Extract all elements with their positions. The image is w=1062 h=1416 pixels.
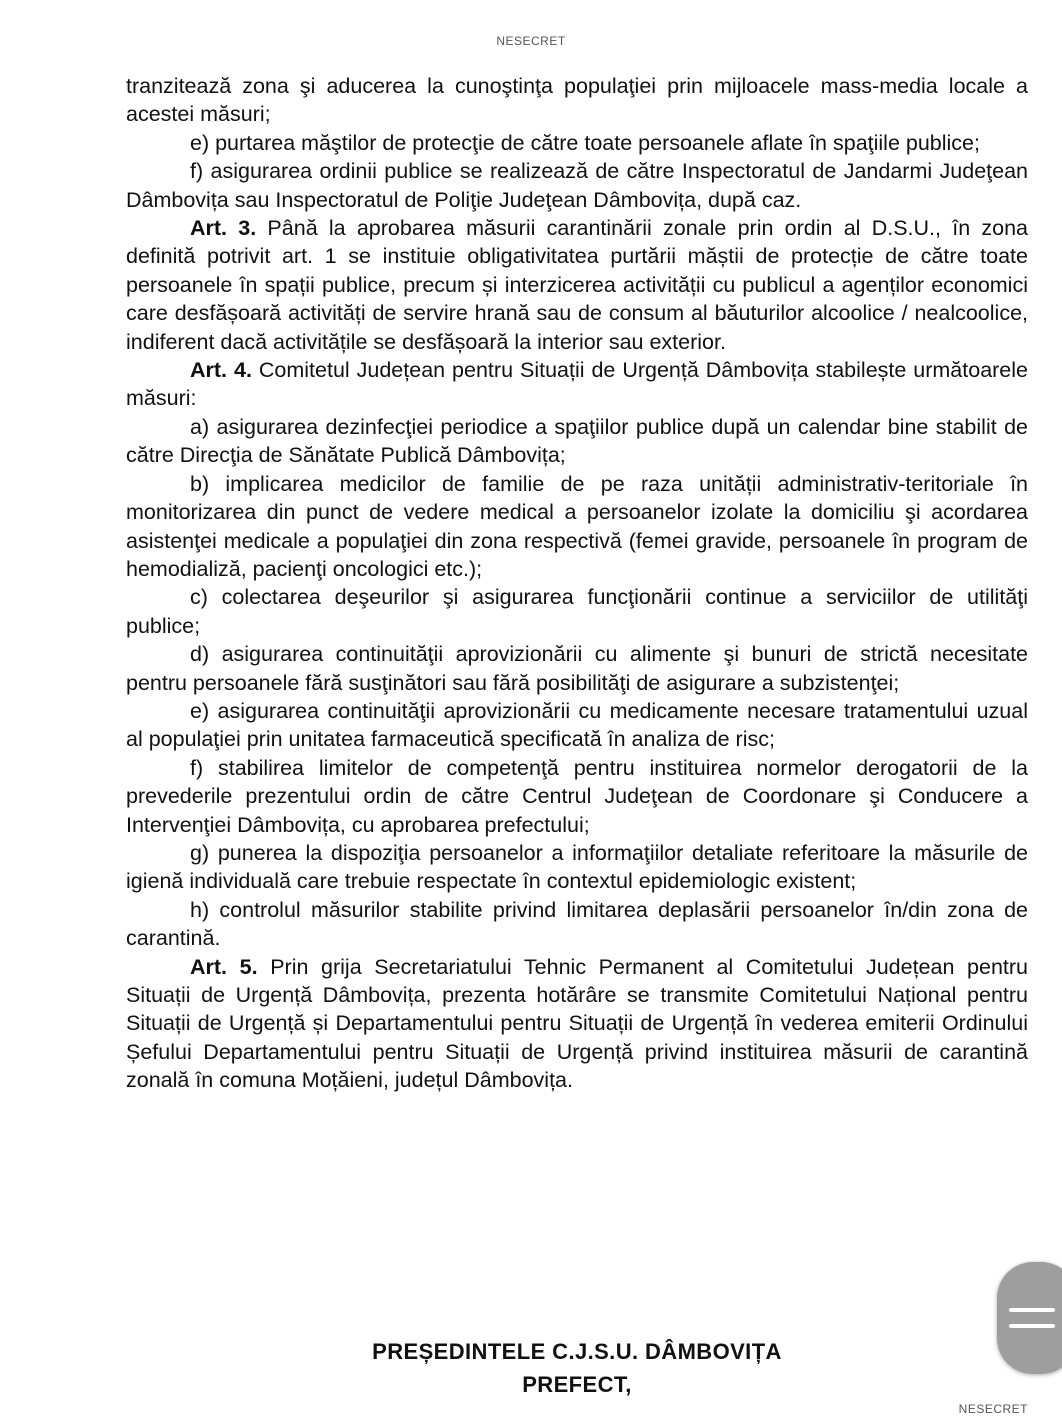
drag-handle-line-bottom [1009,1324,1055,1328]
article-5-label: Art. 5. [190,954,258,979]
article-3 [126,214,1028,356]
paragraph-item-e-masks: e) purtarea măştilor de protecţie de către toate persoanele aflate în spaţiile publice; [190,130,980,155]
article-4-item-h: h) controlul măsurilor stabilite privind limitarea deplasării persoanelor în/din zona de carantină. [126,897,1028,951]
signature-role: PREFECT, [522,1372,632,1397]
article-4-item-g: g) punerea la dispoziţia persoanelor a informaţiilor detaliate referitoare la măsurile de igienă individuală care trebuie respectate în contextul epidemiologic existent; [126,840,1028,894]
article-4-item-b: b) implicarea medicilor de familie de pe raza unității administrativ-teritoriale în monitorizarea din punct de vedere medical a persoanelor izolate la domiciliu şi acordarea asistenţei medicale a populaţiei din zona respectivă (femei gravide, persoanele în program de hemodializă, pacienţi oncologici etc.); [126,471,1028,581]
article-4-item-f: f) stabilirea limitelor de competenţă pentru instituirea normelor derogatorii de la prevederile prezentului ordin de către Centrul Judeţean de Coordonare şi Conducere a Intervenţiei Dâmbovița, cu aprobarea prefectului; [126,755,1028,837]
drag-handle-line-top [1009,1308,1055,1312]
article-3-label: Art. 3. [190,216,257,241]
document-body [126,72,1028,1095]
paragraph-continuation: tranzitează zona şi aducerea la cunoştinţa populaţiei prin mijloacele mass-media locale a acestei măsuri; [126,74,1028,127]
article-5 [126,953,1028,1095]
article-4-item-d: d) asigurarea continuităţii aprovizionării cu alimente şi bunuri de strictă necesitate pentru persoanele fără susţinători sau fără posibilităţi de asigurare a subzistenţei; [126,642,1028,695]
article-4-item-e: e) asigurarea continuităţii aprovizionării cu medicamente necesare tratamentului uzual al populaţiei prin unitatea farmaceutică specificată în analiza de risc; [126,698,1028,752]
article-4-item-c: c) colectarea deşeurilor şi asigurarea funcţionării continue a serviciilor de utilităţi publice; [126,585,1028,638]
paragraph-item-f-public-order: f) asigurarea ordinii publice se realizează de către Inspectoratul de Jandarmi Judeţean Dâmbovița sau Inspectoratul de Poliţie Judeţean Dâmbovița, după caz. [126,159,1028,212]
article-4-text: Comitetul Județean pentru Situații de Urgență Dâmbovița stabilește următoarele măsuri: [126,358,1029,411]
footer-classification-mark: NESECRET [958,1402,1028,1416]
scroll-handle[interactable] [997,1262,1062,1374]
header-classification-mark: NESECRET [496,34,566,48]
signature-block [0,1335,1062,1401]
article-4-item-a: a) asigurarea dezinfecţiei periodice a spaţiilor publice după un calendar bine stabilit de către Direcţia de Sănătate Publică Dâmbovița; [126,414,1028,468]
article-5-text: Prin grija Secretariatului Tehnic Permanent al Comitetului Județean pentru Situații de Urgență Dâmbovița, prezenta hotărâre se transmite Comitetului Național pentru Situații de Urgență și Departamentului pentru Situații de Urgență în vederea emiterii Ordinului Șefului Departamentului pentru Situații de Urgență privind instituirea măsurii de carantină zonală în comuna Moțăieni, județul Dâmbovița. [126,954,1029,1093]
article-4-label: Art. 4. [190,358,252,383]
article-4 [126,356,1028,413]
signature-title: PREȘEDINTELE C.J.S.U. DÂMBOVIȚA [372,1339,782,1364]
article-3-text: Până la aprobarea măsurii carantinării zonale prin ordin al D.S.U., în zona definită potrivit art. 1 se instituie obligativitatea purtării măștii de protecție de către toate persoanele în spații publice, precum și interzicerea activității cu publicul a agenților economici care desfășoară activități de servire hrană sau de consum al băuturilor alcoolice / nealcoolice, indiferent dacă activitățile se desfășoară la interior sau exterior. [126,216,1028,354]
